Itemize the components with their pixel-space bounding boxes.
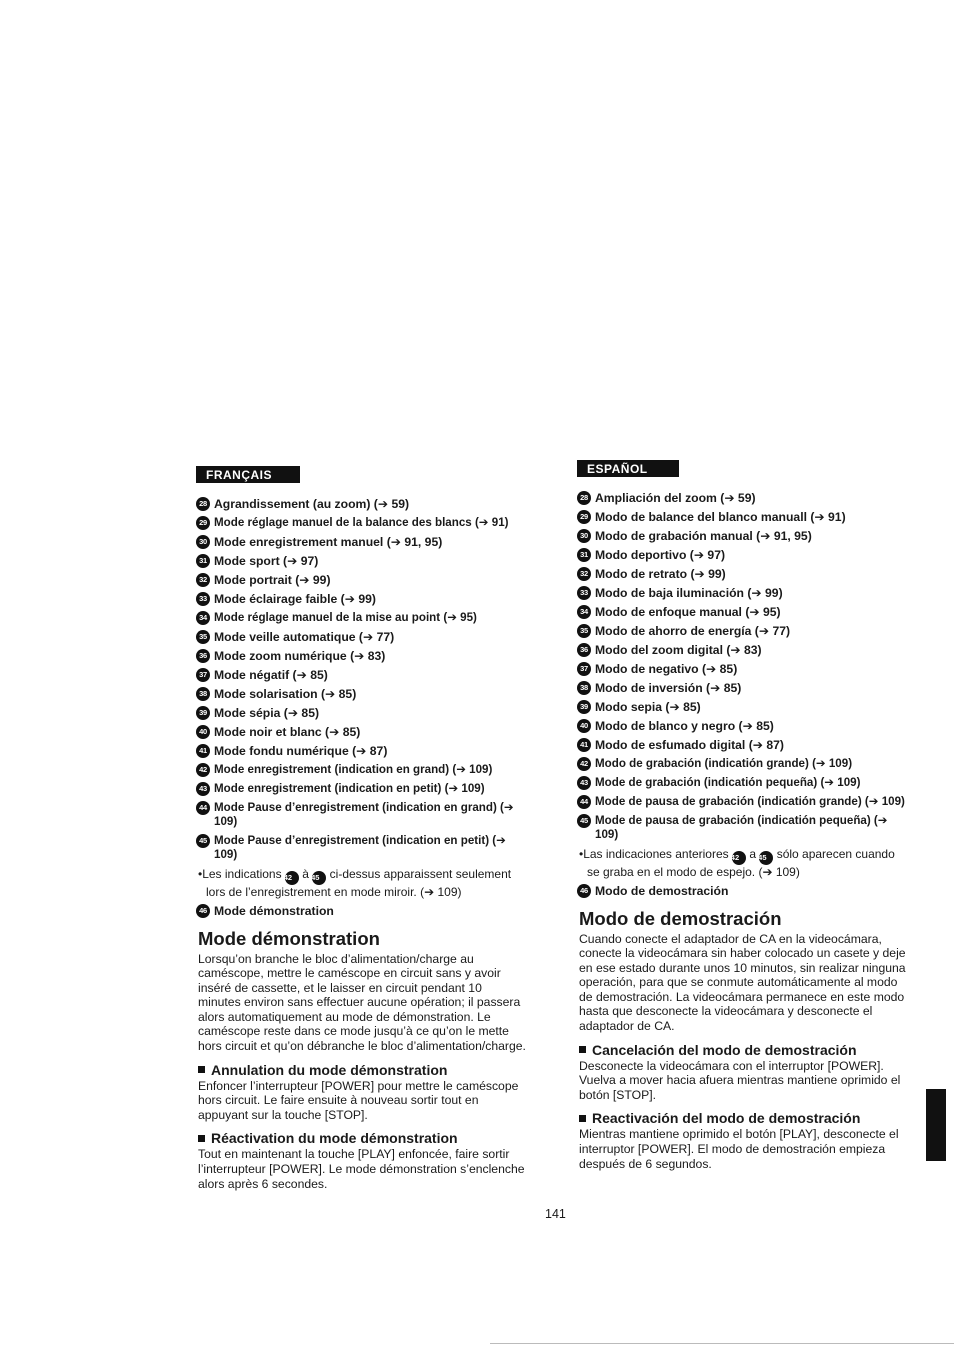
mode-label: Modo de baja iluminación (➔ 99)	[595, 586, 783, 600]
mode-label: Modo de inversión (➔ 85)	[595, 681, 742, 695]
bottom-rule	[490, 1343, 954, 1344]
circled-number-icon: 39	[196, 706, 210, 720]
espanol-reactivacion-text: Mientras mantiene oprimido el botón [PLAY], desconecte el interruptor [POWER]. El modo de demostración empieza después de 6 segundos.	[579, 1127, 899, 1171]
mode-list-item	[196, 801, 526, 829]
mode-label: Mode enregistrement (indication en petit) (➔ 109)	[214, 782, 485, 795]
circled-number-icon: 41	[196, 744, 210, 758]
circled-number-icon: 29	[196, 516, 210, 530]
mode-list-item	[196, 573, 526, 587]
language-tab-espanol: ESPAÑOL	[577, 460, 679, 477]
mode-list-item	[577, 567, 907, 581]
circled-number-icon: 44	[196, 801, 210, 815]
mode-list-item	[196, 725, 526, 739]
espanol-subheading-reactivacion: Reactivación del modo de demostración	[579, 1110, 907, 1126]
mode-label: Mode sport (➔ 97)	[214, 554, 319, 568]
mode-label: Mode veille automatique (➔ 77)	[214, 630, 395, 644]
mode-list-item	[577, 643, 907, 657]
circled-number-icon: 42	[577, 757, 591, 771]
francais-annulation-text: Enfoncer l’interrupteur [POWER] pour mettre le caméscope hors circuit. Le faire ensuite à nouveau sortir tout en appuyant sur la touche [STOP].	[198, 1078, 519, 1122]
mode-list-item	[577, 814, 907, 842]
mode-list-item	[196, 630, 526, 644]
bullet-square-icon	[579, 1046, 586, 1053]
mode-list-item	[196, 592, 526, 606]
circled-number-icon: 35	[577, 624, 591, 638]
circled-number-icon: 34	[577, 605, 591, 619]
mode-label: Mode solarisation (➔ 85)	[214, 687, 357, 701]
circled-number-icon: 41	[577, 738, 591, 752]
circled-number-icon: 32	[196, 573, 210, 587]
circled-number-icon: 37	[196, 668, 210, 682]
francais-section-heading: Mode démonstration	[198, 927, 380, 949]
mode-label: Ampliación del zoom (➔ 59)	[595, 491, 756, 505]
mode-list-item	[196, 668, 526, 682]
mode-label: Modo de retrato (➔ 99)	[595, 567, 726, 581]
francais-subheading-reactivation: Réactivation du mode démonstration	[198, 1130, 526, 1146]
circled-number-icon: 46	[196, 904, 210, 918]
mode-label: Mode de pausa de grabación (indicatión grande) (➔ 109)	[595, 795, 905, 808]
circled-number-icon: 45	[196, 834, 210, 848]
espanol-mode-item-46	[577, 884, 907, 898]
circled-number-icon: 43	[196, 782, 210, 796]
circled-number-icon: 39	[577, 700, 591, 714]
mode-label: Mode sépia (➔ 85)	[214, 706, 320, 720]
mode-label: Modo de grabación (indicatión grande) (➔ 109)	[595, 757, 853, 770]
mode-label: Mode Pause d’enregistrement (indication en petit) (➔ 109)	[214, 834, 506, 861]
mode-label: Modo de grabación manual (➔ 91, 95)	[595, 529, 812, 543]
mode-list-item	[196, 611, 526, 625]
mode-list-item	[577, 605, 907, 619]
mode-label: Modo sepia (➔ 85)	[595, 700, 701, 714]
mode-list-item	[577, 776, 907, 790]
bullet-square-icon	[198, 1135, 205, 1142]
circled-number-icon: 45	[759, 851, 773, 865]
mode-list-item	[196, 554, 526, 568]
mode-label: Mode négatif (➔ 85)	[214, 668, 328, 682]
mode-label: Modo de enfoque manual (➔ 95)	[595, 605, 781, 619]
francais-column	[196, 466, 526, 1197]
francais-mode-item-46	[196, 904, 526, 918]
mode-label: Modo deportivo (➔ 97)	[595, 548, 726, 562]
mode-list-item	[196, 744, 526, 758]
mode-label: Mode portrait (➔ 99)	[214, 573, 331, 587]
circled-number-icon: 32	[577, 567, 591, 581]
espanol-cancelacion-text: Desconecte la videocámara con el interruptor [POWER]. Vuelva a mover hacia afuera mientras mantiene oprimido el botón [STOP].	[579, 1058, 901, 1102]
circled-number-icon: 40	[196, 725, 210, 739]
language-tab-francais: FRANÇAIS	[196, 466, 300, 483]
circled-number-icon: 35	[196, 630, 210, 644]
mode-list-item	[577, 662, 907, 676]
mode-list-item	[196, 535, 526, 549]
mode-list-item	[577, 586, 907, 600]
espanol-subheading-cancelacion: Cancelación del modo de demostración	[579, 1042, 907, 1058]
espanol-intro-text: Cuando conecte el adaptador de CA en la videocámara, conecte la videocámara sin haber colocado un casete y deje en ese estado durante unos 10 minutos, sin realizar ninguna operación, para que se conmute automáticamente al modo de demostración. La videocámara permanece en este modo hasta que desconecte la videocámara y desconecte el adaptador de CA.	[579, 931, 906, 1034]
mode-label: Modo de negativo (➔ 85)	[595, 662, 738, 676]
circled-number-icon: 40	[577, 719, 591, 733]
francais-subheading-annulation: Annulation du mode démonstration	[198, 1062, 526, 1078]
circled-number-icon: 33	[196, 592, 210, 606]
mode-list-item	[196, 497, 526, 511]
circled-number-icon: 45	[312, 871, 326, 885]
mode-list-item	[577, 738, 907, 752]
circled-number-icon: 33	[577, 586, 591, 600]
circled-number-icon: 36	[577, 643, 591, 657]
mode-list-item	[577, 700, 907, 714]
mode-label: Modo de esfumado digital (➔ 87)	[595, 738, 784, 752]
circled-number-icon: 29	[577, 510, 591, 524]
page-number: 141	[545, 1207, 566, 1221]
mode-list-item	[577, 624, 907, 638]
mode-list-item	[577, 681, 907, 695]
mode-list-item	[577, 529, 907, 543]
circled-number-icon: 42	[732, 851, 746, 865]
mode-list-item	[577, 491, 907, 505]
circled-number-icon: 44	[577, 795, 591, 809]
circled-number-icon: 38	[196, 687, 210, 701]
circled-number-icon: 43	[577, 776, 591, 790]
circled-number-icon: 31	[196, 554, 210, 568]
mode-list-item	[196, 649, 526, 663]
mode-label: Modo de demostración	[595, 883, 729, 898]
circled-number-icon: 28	[577, 491, 591, 505]
francais-intro-text: Lorsqu’on branche le bloc d’alimentation/charge au caméscope, mettre le caméscope en circuit sans y avoir inséré de cassette, et le laisser en circuit pendant 10 minutes environ sans effectuer aucune opération; il passera alors automatiquement au mode de démonstration. Le caméscope reste dans ce mode jusqu’à ce qu’on le mette hors circuit et qu’on débranche le bloc d’alimentation/charge.	[198, 951, 526, 1054]
mode-list-item	[196, 687, 526, 701]
mode-label: Mode enregistrement (indication en grand) (➔ 109)	[214, 763, 493, 776]
mode-label: Mode réglage manuel de la mise au point (➔ 95)	[214, 611, 477, 624]
circled-number-icon: 34	[196, 611, 210, 625]
mode-label: Mode démonstration	[214, 903, 334, 918]
mode-label: Modo del zoom digital (➔ 83)	[595, 643, 762, 657]
mode-list-item	[196, 706, 526, 720]
circled-number-icon: 38	[577, 681, 591, 695]
circled-number-icon: 30	[577, 529, 591, 543]
mode-label: Mode Pause d’enregistrement (indication en grand) (➔ 109)	[214, 801, 514, 828]
mode-label: Mode noir et blanc (➔ 85)	[214, 725, 361, 739]
circled-number-icon: 46	[577, 884, 591, 898]
mode-label: Mode éclairage faible (➔ 99)	[214, 592, 376, 606]
mode-label: Agrandissement (au zoom) (➔ 59)	[214, 497, 410, 511]
mode-label: Mode de grabación (indicatión pequeña) (➔ 109)	[595, 776, 861, 789]
bullet-square-icon	[198, 1066, 205, 1073]
francais-reactivation-text: Tout en maintenant la touche [PLAY] enfoncée, faire sortir l’interrupteur [POWER]. Le mode démonstration s’enclenche alors après 6 secondes.	[198, 1147, 525, 1191]
mode-list-item	[577, 719, 907, 733]
bullet-square-icon	[579, 1115, 586, 1122]
circled-number-icon: 28	[196, 497, 210, 511]
circled-number-icon: 42	[196, 763, 210, 777]
francais-note: •Les indications 42 à 45 ci-dessus apparaissent seulement lors de l’enregistrement en mode miroir. (➔ 109)	[198, 867, 512, 899]
circled-number-icon: 30	[196, 535, 210, 549]
mode-label: Modo de ahorro de energía (➔ 77)	[595, 624, 791, 638]
espanol-column	[577, 460, 907, 1177]
mode-label: Mode zoom numérique (➔ 83)	[214, 649, 386, 663]
mode-label: Mode réglage manuel de la balance des blancs (➔ 91)	[214, 516, 509, 529]
mode-list-item	[577, 757, 907, 771]
espanol-note: •Las indicaciones anteriores 42 a 45 sólo aparecen cuando se graba en el modo de espejo. (➔ 109)	[579, 847, 895, 879]
mode-label: Mode enregistrement manuel (➔ 91, 95)	[214, 535, 443, 549]
mode-list-item	[577, 795, 907, 809]
circled-number-icon: 37	[577, 662, 591, 676]
mode-label: Mode fondu numérique (➔ 87)	[214, 744, 388, 758]
mode-list-item	[196, 763, 526, 777]
mode-label: Modo de blanco y negro (➔ 85)	[595, 719, 774, 733]
mode-label: Modo de balance del blanco manuall (➔ 91)	[595, 510, 846, 524]
espanol-mode-list	[577, 491, 907, 842]
circled-number-icon: 42	[285, 871, 299, 885]
mode-list-item	[196, 516, 526, 530]
mode-list-item	[196, 782, 526, 796]
mode-list-item	[577, 510, 907, 524]
circled-number-icon: 45	[577, 814, 591, 828]
espanol-section-heading: Modo de demostración	[579, 907, 782, 929]
mode-list-item	[196, 834, 526, 862]
circled-number-icon: 31	[577, 548, 591, 562]
francais-mode-list	[196, 497, 526, 862]
edge-thumb-tab	[926, 1089, 946, 1161]
circled-number-icon: 36	[196, 649, 210, 663]
mode-label: Mode de pausa de grabación (indicatión pequeña) (➔ 109)	[595, 814, 888, 841]
mode-list-item	[577, 548, 907, 562]
